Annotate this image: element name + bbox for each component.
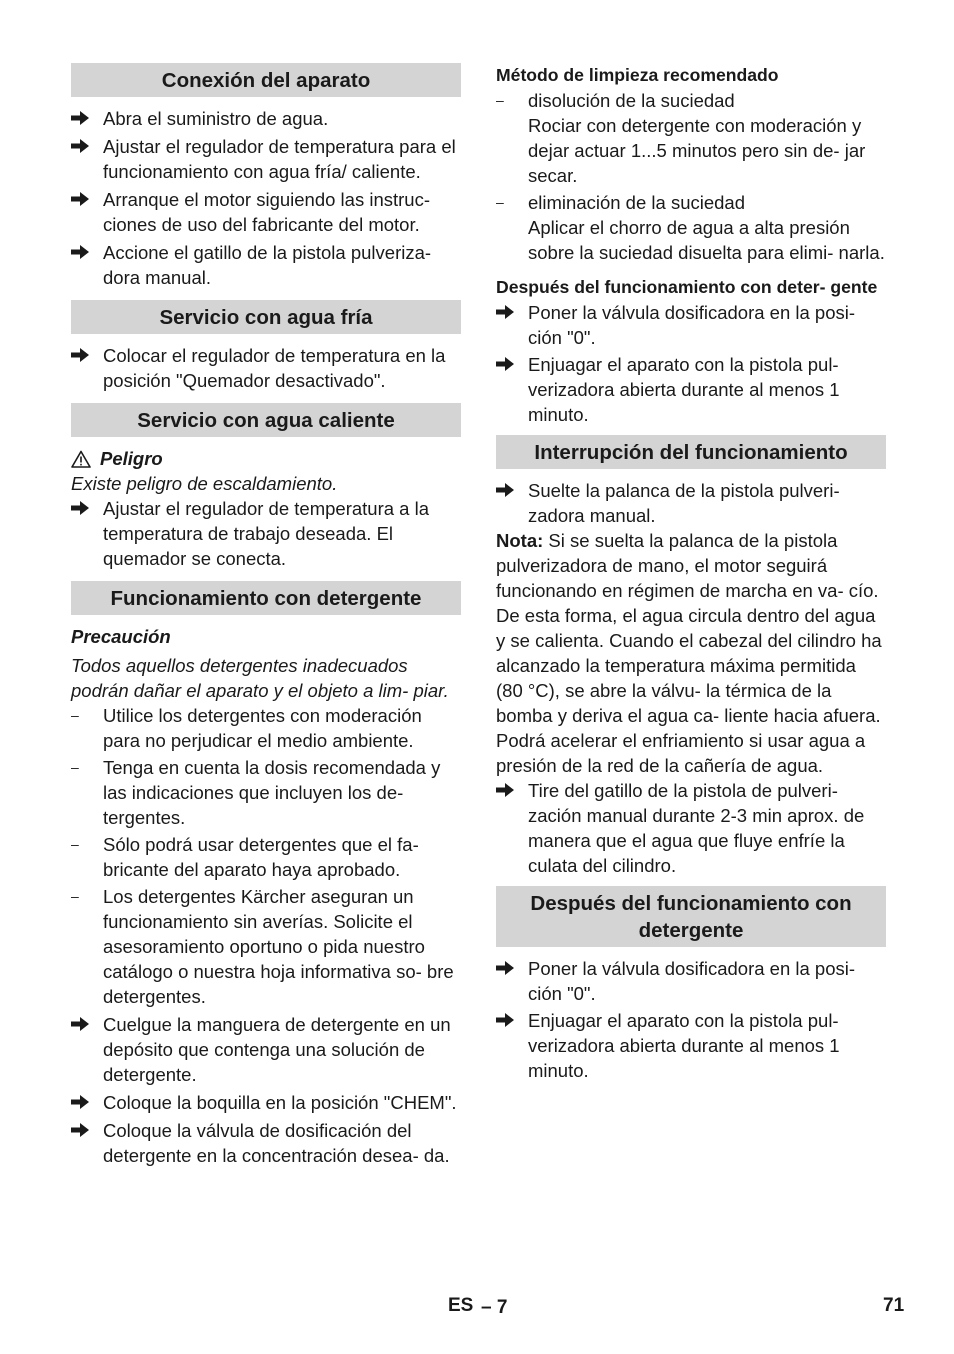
step-item: Colocar el regulador de temperatura en la posición "Quemador desactivado".: [71, 343, 461, 393]
footer-section-page: – 7: [481, 1297, 508, 1318]
dash-bullet: –: [71, 836, 79, 852]
arrow-right-icon: [71, 348, 89, 362]
step-item: Arranque el motor siguiendo las instruc- ciones de uso del fabricante del motor.: [71, 187, 461, 237]
dash-bullet: –: [71, 707, 79, 723]
note-paragraph: Nota: Si se suelta la palanca de la pistola pulverizadora de mano, el motor seguirá funcionando en régimen de marcha en va- cío. De esta forma, el agua circula dentro del agua y se calienta. Cuando el cabezal del cilindro ha alcanzado la temperatura máxima permitida (80 °C), se abre la válvu- la térmica de la bomba y deriva el agua ca- liente hacia afuera.: [496, 530, 882, 726]
section-heading-agua-caliente: Servicio con agua caliente: [71, 403, 461, 437]
dash-item: – eliminación de la suciedad: [496, 192, 745, 213]
page-number: 71: [883, 1295, 905, 1316]
arrow-right-icon: [71, 139, 89, 153]
subheading-despues-detergente: Después del funcionamiento con deter- gente: [496, 277, 878, 297]
arrow-right-icon: [71, 1017, 89, 1031]
right-column: [496, 63, 886, 1083]
arrow-right-icon: [71, 245, 89, 259]
section-heading-interrupcion: Interrupción del funcionamiento: [496, 435, 886, 469]
section-heading-conexion: Conexión del aparato: [71, 63, 461, 97]
dash-bullet: –: [71, 888, 79, 904]
step-item: Accione el gatillo de la pistola pulveriza- dora manual.: [71, 240, 461, 290]
footer-language: ES: [448, 1295, 474, 1316]
arrow-right-icon: [496, 961, 514, 975]
step-item: Poner la válvula dosificadora en la posi- ción "0".: [496, 956, 886, 1006]
step-item: Coloque la válvula de dosificación del detergente en la concentración desea- da.: [71, 1118, 461, 1168]
arrow-right-icon: [71, 1123, 89, 1137]
danger-label: Peligro: [71, 446, 461, 471]
section-heading-detergente: Funcionamiento con detergente: [71, 581, 461, 615]
dash-item: – Tenga en cuenta la dosis recomendada y las indicaciones que incluyen los de- tergentes.: [71, 757, 441, 828]
dash-bullet: –: [496, 194, 504, 210]
caution-label: Precaución: [71, 626, 171, 647]
arrow-right-icon: [71, 111, 89, 125]
step-item: Ajustar el regulador de temperatura para el funcionamiento con agua fría/ caliente.: [71, 134, 461, 184]
arrow-right-icon: [71, 1095, 89, 1109]
caution-text: Todos aquellos detergentes inadecuados podrán dañar el aparato y el objeto a lim- piar.: [71, 655, 449, 701]
arrow-right-icon: [71, 501, 89, 515]
left-column: [71, 63, 461, 1168]
step-item: Suelte la palanca de la pistola pulveri- zadora manual.: [496, 478, 886, 528]
step-item: Enjuagar el aparato con la pistola pul- verizadora abierta durante al menos 1 minuto.: [496, 352, 886, 427]
step-item: Tire del gatillo de la pistola de pulveri- zación manual durante 2-3 min aprox. de manera que el agua que fluye enfríe la culata del cilindro.: [496, 778, 886, 878]
arrow-right-icon: [496, 305, 514, 319]
danger-text: Existe peligro de escaldamiento.: [71, 473, 338, 494]
dash-item: – Sólo podrá usar detergentes que el fa- bricante del aparato haya aprobado.: [71, 834, 419, 880]
section-heading-despues-detergente: Después del funcionamiento con detergente: [496, 886, 886, 947]
warning-triangle-icon: [71, 450, 91, 468]
step-item: Ajustar el regulador de temperatura a la temperatura de trabajo deseada. El quemador se conecta.: [71, 496, 461, 571]
arrow-right-icon: [496, 1013, 514, 1027]
subheading-metodo: Método de limpieza recomendado: [496, 65, 779, 85]
arrow-right-icon: [496, 357, 514, 371]
step-item: Coloque la boquilla en la posición "CHEM".: [71, 1090, 461, 1115]
method-detail: Aplicar el chorro de agua a alta presión sobre la suciedad disuelta para elimi- narla.: [528, 217, 885, 263]
step-item: Poner la válvula dosificadora en la posi- ción "0".: [496, 300, 886, 350]
cooling-paragraph: Podrá acelerar el enfriamiento si usar agua a presión de la red de la cañería de agua.: [496, 730, 866, 776]
section-heading-agua-fria: Servicio con agua fría: [71, 300, 461, 334]
dash-item: – disolución de la suciedad: [496, 90, 735, 111]
dash-bullet: –: [71, 759, 79, 775]
dash-item: – Los detergentes Kärcher aseguran un funcionamiento sin averías. Solicite el asesoramiento oportuno o pida nuestro catálogo o nuestra hoja informativa so- bre detergentes.: [71, 886, 454, 1007]
step-item: Cuelgue la manguera de detergente en un depósito que contenga una solución de detergente.: [71, 1012, 461, 1087]
arrow-right-icon: [496, 483, 514, 497]
method-detail: Rociar con detergente con moderación y dejar actuar 1...5 minutos pero sin de- jar secar.: [528, 115, 866, 186]
dash-bullet: –: [496, 92, 504, 108]
dash-item: – Utilice los detergentes con moderación para no perjudicar el medio ambiente.: [71, 705, 422, 751]
arrow-right-icon: [496, 783, 514, 797]
step-item: Enjuagar el aparato con la pistola pul- verizadora abierta durante al menos 1 minuto.: [496, 1008, 886, 1083]
step-item: Abra el suministro de agua.: [71, 106, 461, 131]
arrow-right-icon: [71, 192, 89, 206]
